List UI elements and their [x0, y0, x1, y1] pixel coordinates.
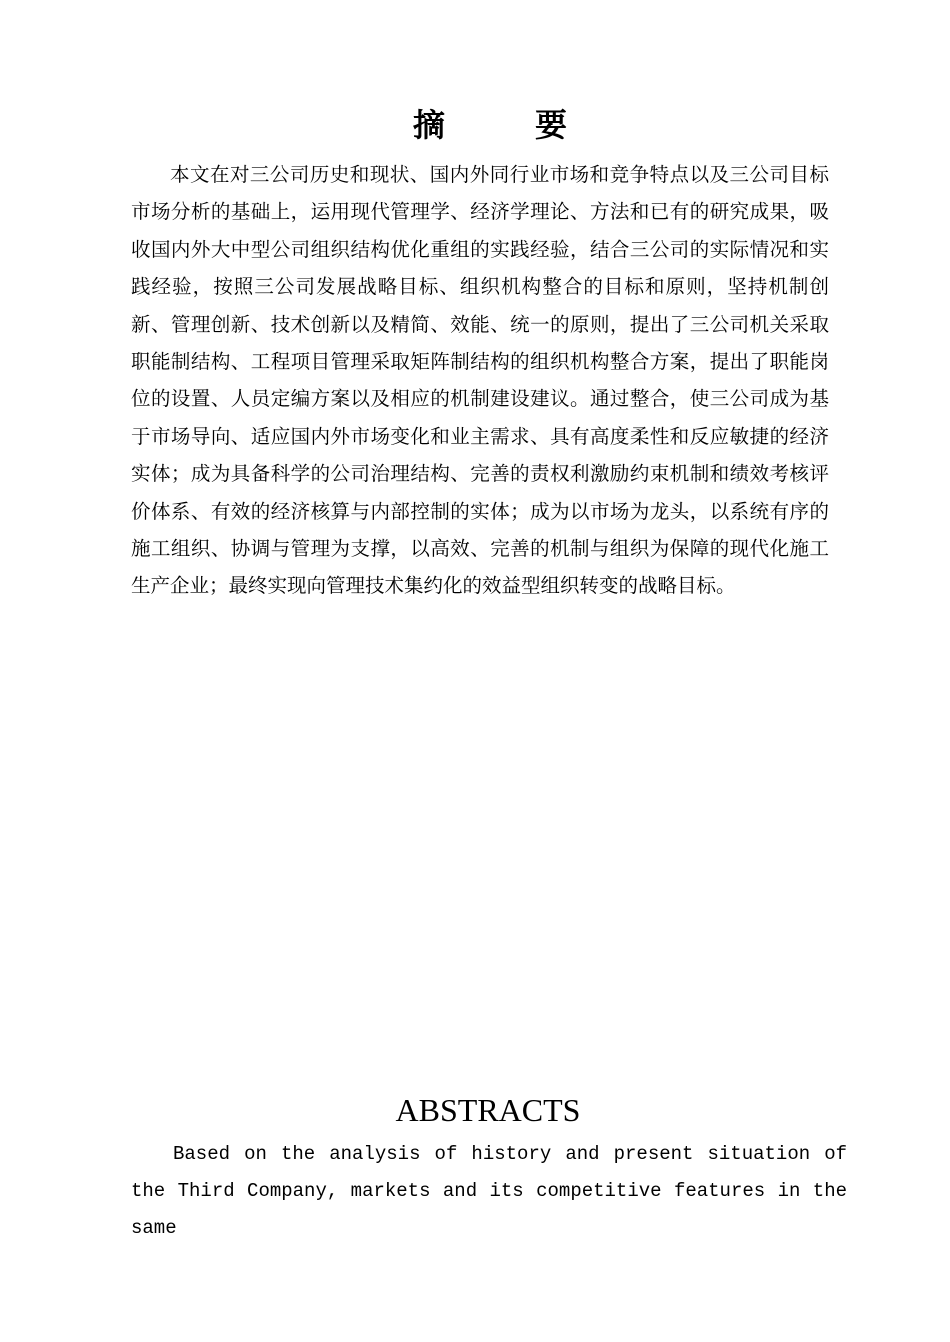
abstract-en-body: Based on the analysis of history and present situation of the Third Company, markets and its competitive features in the same	[131, 1143, 847, 1239]
abstract-en-title: ABSTRACTS	[395, 1092, 581, 1128]
abstract-cn-title-part2: 要	[535, 106, 568, 144]
abstract-cn-body: 本文在对三公司历史和现状、国内外同行业市场和竞争特点以及三公司目标市场分析的基础上，运用现代管理学、经济学理论、方法和已有的研究成果，吸收国内外大中型公司组织结构优化重组的实践经验，结合三公司的实际情况和实践经验，按照三公司发展战略目标、组织机构整合的目标和原则，坚持机制创新、管理创新、技术创新以及精简、效能、统一的原则，提出了三公司机关采取职能制结构、工程项目管理采取矩阵制结构的组织机构整合方案，提出了职能岗位的设置、人员定编方案以及相应的机制建设建议。通过整合，使三公司成为基于市场导向、适应国内外市场变化和业主需求、具有高度柔性和反应敏捷的经济实体；成为具备科学的公司治理结构、完善的责权利激励约束机制和绩效考核评价体系、有效的经济核算与内部控制的实体；成为以市场为龙头，以系统有序的施工组织、协调与管理为支撑，以高效、完善的机制与组织为保障的现代化施工生产企业；最终实现向管理技术集约化的效益型组织转变的战略目标。	[131, 163, 829, 598]
abstract-cn-title	[0, 100, 950, 146]
abstract-cn-title-part1: 摘	[412, 106, 445, 144]
